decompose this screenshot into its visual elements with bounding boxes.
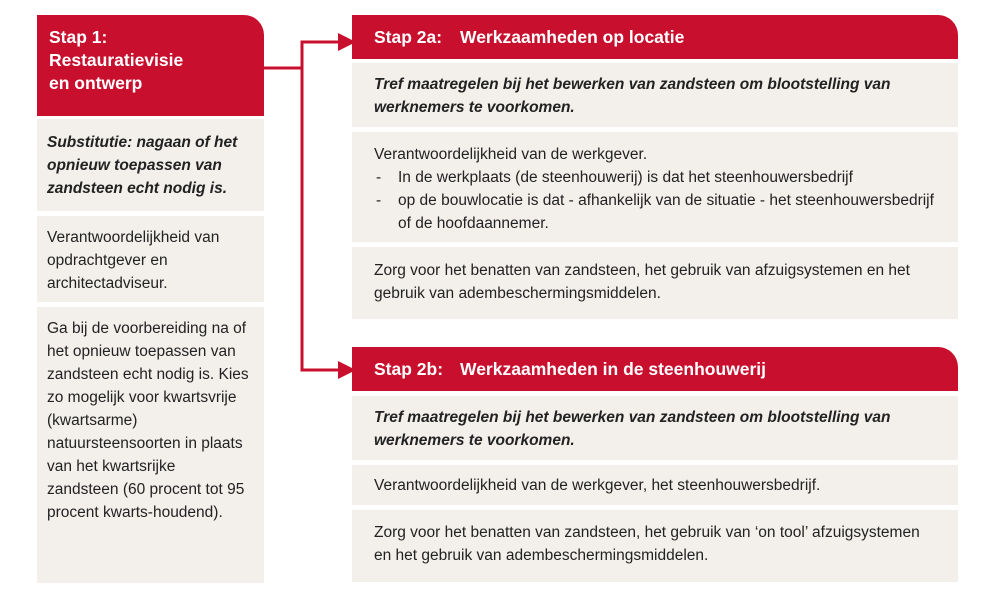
- arrow-to-step2a-line: [264, 42, 340, 68]
- step2a-header: [352, 15, 958, 59]
- step1-advice-text: Ga bij de voorbereiding na of het opnieuw toepassen van zandsteen echt nodig is. Kies zo mogelijk voor kwartsvrije (kwartsarme) natuursteensoorten in plaats van het kwartsrijke zandsteen (60 procent tot 95 procent kwarts-houdend).: [47, 320, 249, 521]
- list-item: - In de werkplaats (de steenhouwerij) is dat het steenhouwersbedrijf: [374, 166, 936, 189]
- step2b-advice-text: Zorg voor het benatten van zandsteen, het gebruik van ‘on tool’ afzuigsystemen en het gebruik van adembeschermingsmiddelen.: [374, 524, 920, 564]
- step2b-responsibility-text: Verantwoordelijkheid van de werkgever, het steenhouwersbedrijf.: [374, 477, 821, 494]
- step1-header: [37, 15, 264, 116]
- step2b-advice-box: [352, 510, 958, 582]
- step1-advice-box: [37, 307, 264, 583]
- step1-responsibility-box: [37, 216, 264, 302]
- step1-title-line1: Stap 1:: [49, 27, 108, 47]
- arrow-to-step2b-line: [302, 68, 340, 370]
- step1-title-line2: Restauratievisie: [49, 50, 184, 70]
- step2a-advice-box: [352, 247, 958, 319]
- step2b-measures-box: [352, 396, 958, 460]
- step2a-measures-text: Tref maatregelen bij het bewerken van zandsteen om blootstelling van werknemers te voorkomen.: [374, 76, 891, 116]
- step1-substitution-text: Substitutie: nagaan of het opnieuw toepassen van zandsteen echt nodig is.: [47, 134, 238, 197]
- step2a-responsibility-box: [352, 132, 958, 242]
- step1-responsibility-text: Verantwoordelijkheid van opdrachtgever en architectadviseur.: [47, 229, 220, 292]
- step2a-title: Werkzaamheden op locatie: [460, 27, 685, 47]
- step2a-step-label: Stap 2a:: [374, 27, 443, 47]
- step1-substitution-box: [37, 119, 264, 211]
- step2a-responsibility-list: [374, 166, 936, 235]
- step1-title-line3: en ontwerp: [49, 73, 143, 93]
- step2b-measures-text: Tref maatregelen bij het bewerken van zandsteen om blootstelling van werknemers te voorkomen.: [374, 409, 891, 449]
- step2b-title: Werkzaamheden in de steenhouwerij: [460, 359, 767, 379]
- step2b-step-label: Stap 2b:: [374, 359, 444, 379]
- list-item: - op de bouwlocatie is dat - afhankelijk van de situatie - het steenhouwersbedrijf of de hoofdaannemer.: [374, 189, 936, 235]
- step2b-header: [352, 347, 958, 391]
- step2a-measures-box: [352, 63, 958, 127]
- step2a-advice-text: Zorg voor het benatten van zandsteen, het gebruik van afzuigsystemen en het gebruik van adembeschermingsmiddelen.: [374, 262, 910, 302]
- step2b-responsibility-box: [352, 465, 958, 505]
- step2a-responsibility-intro: Verantwoordelijkheid van de werkgever.: [374, 146, 648, 163]
